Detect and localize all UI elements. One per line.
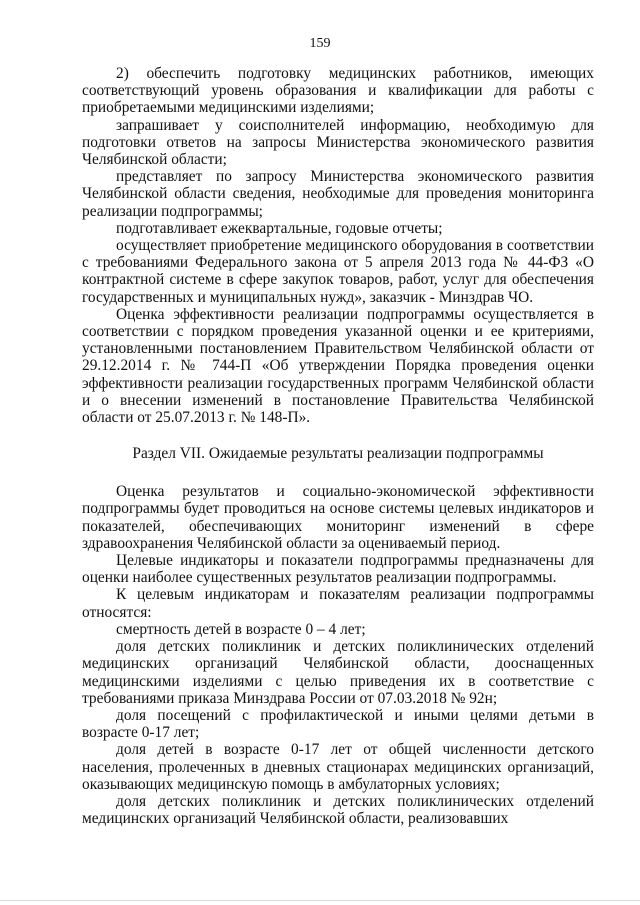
- section-title: Раздел VII. Ожидаемые результаты реализации подпрограммы: [132, 445, 544, 463]
- paragraph-provide-training: 2) обеспечить подготовку медицинских работников, имеющих соответствующий уровень образования и квалификации для работы с приобретаемыми медицинскими изделиями;: [82, 65, 594, 117]
- list-item-equipped-polyclinics: доля детских поликлиник и детских поликлинических отделений медицинских организаций Челябинской области, дооснащенных медицинскими изделиями с целью приведения их в соответствие с требованиями приказа Минздрава России от 07.03.2018 № 92н;: [82, 638, 594, 707]
- document-body: [82, 65, 594, 827]
- page-number: 159: [309, 36, 331, 51]
- list-item-preventive-visits: доля посещений с профилактической и иными целями детьми в возрасте 0-17 лет;: [82, 706, 594, 742]
- list-item-day-hospital-children: доля детей в возрасте 0-17 лет от общей численности детского населения, пролеченных в дневных стационарах медицинских организаций, оказывающих медицинскую помощь в амбулаторных условиях;: [82, 741, 594, 793]
- paragraph-provide-monitoring-data: представляет по запросу Министерства экономического развития Челябинской области сведения, необходимые для проведения мониторинга реализации подпрограммы;: [82, 168, 594, 220]
- page-bottom-edge: [0, 900, 640, 901]
- paragraph-efficiency-assessment: Оценка эффективности реализации подпрограммы осуществляется в соответствии с порядком проведения указанной оценки и ее критериями, установленными постановлением Правительством Челябинской области от 29.12.2014 г. № 744-П «Об утверждении Порядка проведения оценки эффективности реализации государственных программ Челябинской области и о внесении изменений в постановление Правительства Челябинской области от 25.07.2013 г. № 148-П».: [82, 305, 594, 427]
- list-item-child-mortality: смертность детей в возрасте 0 – 4 лет;: [116, 620, 366, 638]
- paragraph-prepare-reports: подготавливает ежеквартальные, годовые отчеты;: [116, 219, 443, 237]
- list-item-polyclinics-implemented: доля детских поликлиник и детских поликлинических отделений медицинских организаций Челябинской области, реализовавших: [82, 792, 594, 828]
- paragraph-equipment-procurement: осуществляет приобретение медицинского оборудования в соответствии с требованиями Федерального закона от 5 апреля 2013 года № 44-ФЗ «О контрактной системе в сфере закупок товаров, работ, услуг для обеспечения государственных и муниципальных нужд», заказчик - Минздрав ЧО.: [82, 237, 594, 306]
- paragraph-indicators-list-intro: К целевым индикаторам и показателям реализации подпрограммы относятся:: [82, 586, 594, 621]
- paragraph-request-information: запрашивает у соисполнителей информацию, необходимую для подготовки ответов на запросы Министерства экономического развития Челябинской области;: [82, 116, 594, 169]
- paragraph-indicators-purpose: Целевые индикаторы и показатели подпрограммы предназначены для оценки наиболее существенных результатов реализации подпрограммы.: [82, 552, 594, 587]
- paragraph-results-assessment: Оценка результатов и социально-экономической эффективности подпрограммы будет проводиться на основе системы целевых индикаторов и показателей, обеспечивающих мониторинг изменений в сфере здравоохранения Челябинской области за оцениваемый период.: [82, 483, 594, 552]
